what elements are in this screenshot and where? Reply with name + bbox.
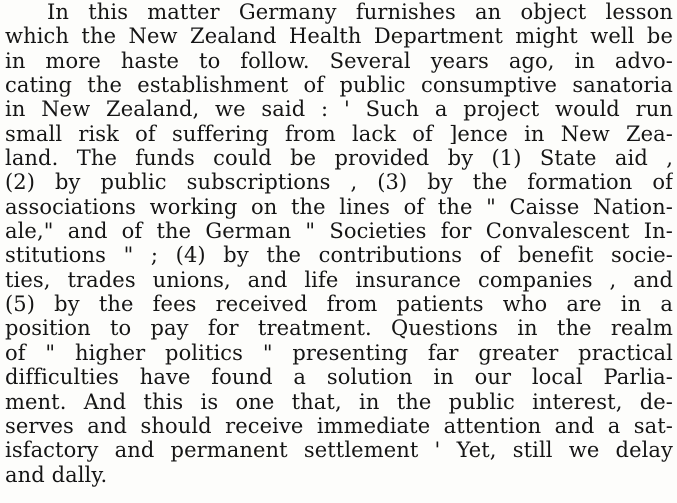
text-line: (2) by public subscriptions , (3) by the formation of xyxy=(5,170,673,195)
text-line: position to pay for treatment. Questions in the realm xyxy=(5,316,673,341)
text-line: in New Zealand, we said : ' Such a project would run xyxy=(5,97,673,122)
article-paragraph xyxy=(5,0,673,487)
text-line: stitutions " ; (4) by the contributions of benefit socie- xyxy=(5,243,673,268)
text-line: of " higher politics " presenting far greater practical xyxy=(5,340,673,365)
text-line: land. The funds could be provided by (1) State aid , xyxy=(5,146,673,171)
text-line: In this matter Germany furnishes an object lesson xyxy=(47,0,673,24)
text-line: (5) by the fees received from patients who are in a xyxy=(5,292,673,317)
text-line: which the New Zealand Health Department might well be xyxy=(5,24,673,49)
text-line: ties, trades unions, and life insurance companies , and xyxy=(5,267,673,292)
text-line: in more haste to follow. Several years ago, in advo- xyxy=(5,48,673,73)
text-line: small risk of suffering from lack of ]ence in New Zea- xyxy=(5,121,673,146)
text-line: ale," and of the German " Societies for Convalescent In- xyxy=(5,219,673,244)
text-line: isfactory and permanent settlement ' Yet, still we delay xyxy=(5,438,673,463)
text-line: difficulties have found a solution in our local Parlia- xyxy=(5,365,673,390)
text-line: associations working on the lines of the " Caisse Nation- xyxy=(5,194,673,219)
text-line: serves and should receive immediate attention and a sat- xyxy=(5,413,673,438)
text-line: cating the establishment of public consumptive sanatoria xyxy=(5,73,673,98)
text-line: and dally. xyxy=(5,462,108,487)
text-line: ment. And this is one that, in the public interest, de- xyxy=(5,389,673,414)
